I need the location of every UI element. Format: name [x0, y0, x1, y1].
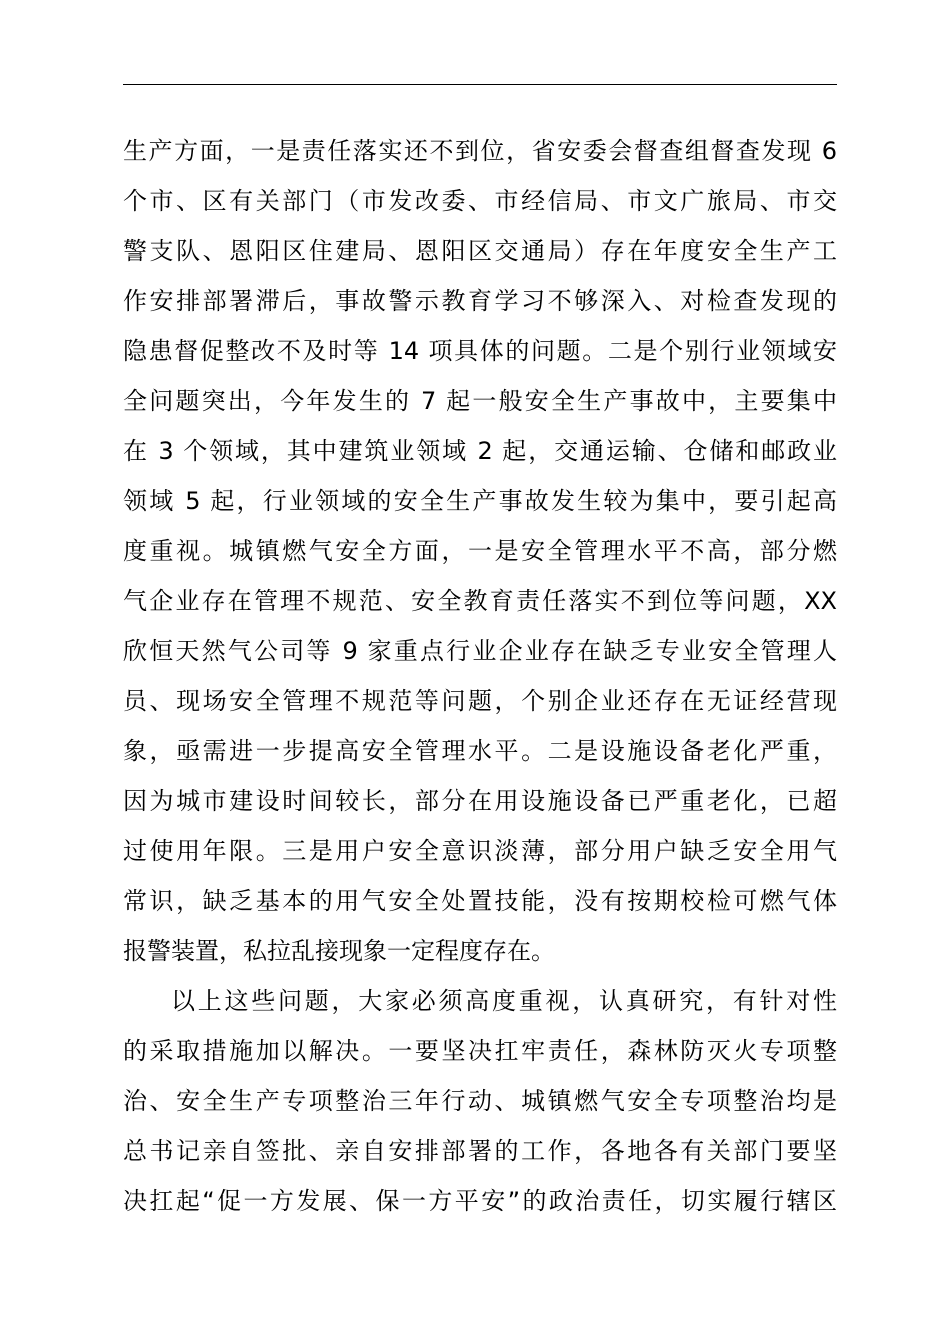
- paragraph-end-line: 报警装置，私拉乱接现象一定程度存在。: [123, 937, 555, 965]
- text-line: 治、安全生产专项整治三年行动、城镇燃气安全专项整治均是: [123, 1087, 837, 1115]
- text-line: 过使用年限。三是用户安全意识淡薄，部分用户缺乏安全用气: [123, 837, 837, 865]
- text-line: 领域 5 起，行业领域的安全生产事故发生较为集中，要引起高: [123, 487, 837, 515]
- text-line: 度重视。城镇燃气安全方面，一是安全管理水平不高，部分燃: [123, 537, 837, 565]
- text-line: 生产方面，一是责任落实还不到位，省安委会督查组督查发现 6: [123, 137, 837, 165]
- text-line: 因为城市建设时间较长，部分在用设施设备已严重老化，已超: [123, 787, 837, 815]
- paragraph-start-line: 以上这些问题，大家必须高度重视，认真研究，有针对性: [171, 987, 837, 1015]
- text-line: 在 3 个领域，其中建筑业领域 2 起，交通运输、仓储和邮政业: [123, 437, 837, 465]
- text-line: 决扛起“促一方发展、保一方平安”的政治责任，切实履行辖区: [123, 1187, 837, 1215]
- text-line: 作安排部署滞后，事故警示教育学习不够深入、对检查发现的: [123, 287, 837, 315]
- text-line: 欣恒天然气公司等 9 家重点行业企业存在缺乏专业安全管理人: [123, 637, 837, 665]
- text-line: 象，亟需进一步提高安全管理水平。二是设施设备老化严重，: [123, 737, 837, 765]
- text-line: 警支队、恩阳区住建局、恩阳区交通局）存在年度安全生产工: [123, 237, 837, 265]
- text-line: 常识，缺乏基本的用气安全处置技能，没有按期校检可燃气体: [123, 887, 837, 915]
- text-line: 总书记亲自签批、亲自安排部署的工作，各地各有关部门要坚: [123, 1137, 837, 1165]
- text-line: 隐患督促整改不及时等 14 项具体的问题。二是个别行业领域安: [123, 337, 837, 365]
- document-body: [123, 126, 837, 1226]
- text-line: 全问题突出，今年发生的 7 起一般安全生产事故中，主要集中: [123, 387, 837, 415]
- text-line: 员、现场安全管理不规范等问题，个别企业还存在无证经营现: [123, 687, 837, 715]
- text-line: 个市、区有关部门（市发改委、市经信局、市文广旅局、市交: [123, 187, 837, 215]
- header-rule: [123, 84, 837, 85]
- text-line: 气企业存在管理不规范、安全教育责任落实不到位等问题，XX: [123, 587, 837, 615]
- text-line: 的采取措施加以解决。一要坚决扛牢责任，森林防灭火专项整: [123, 1037, 837, 1065]
